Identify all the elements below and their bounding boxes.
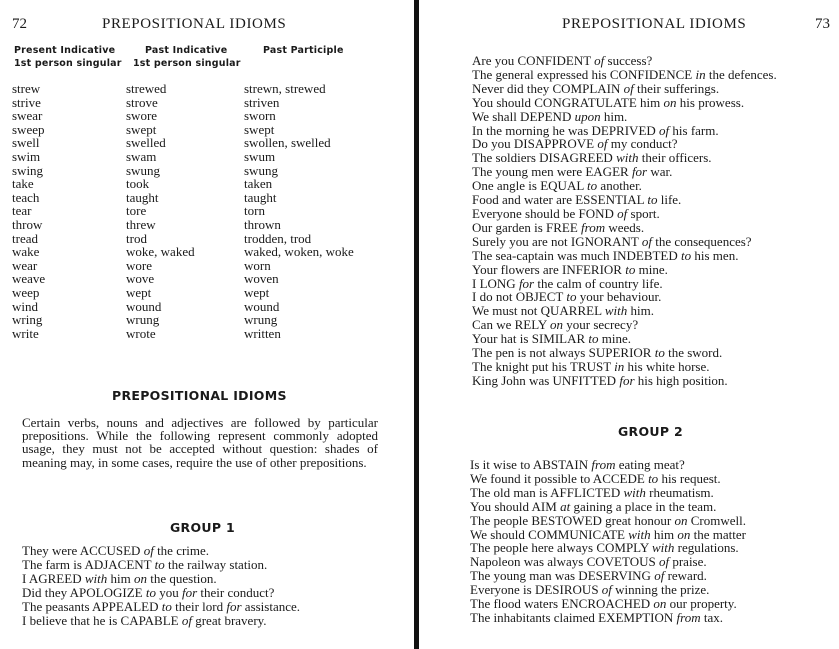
sentence-text: gaining a place in the team.	[570, 498, 717, 514]
preposition: on	[133, 570, 147, 586]
sentence-text: his high position.	[634, 372, 728, 388]
verb-row	[12, 259, 412, 273]
preposition: with	[616, 150, 639, 166]
sentence-text: We shall DEPEND	[472, 108, 575, 124]
sentence-text: tax.	[700, 609, 723, 625]
example-sentence	[472, 151, 777, 165]
example-sentence	[472, 263, 777, 277]
preposition: from	[676, 609, 701, 625]
sentence-text: Food and water are ESSENTIAL	[472, 192, 648, 208]
sentence-text: praise.	[669, 554, 707, 570]
sentence-text: I LONG	[472, 275, 519, 291]
preposition: of	[597, 136, 608, 152]
verb-row	[12, 204, 412, 218]
verb-participle: written	[244, 325, 281, 341]
sentence-text: The soldiers DISAGREED	[472, 150, 617, 166]
example-sentence	[472, 346, 777, 360]
verb-row	[12, 218, 412, 232]
book-gutter	[414, 0, 419, 649]
preposition: on	[550, 317, 564, 333]
verb-participle: taught	[244, 189, 277, 205]
sentence-text: The general expressed his CONFIDENCE	[472, 66, 696, 82]
verb-past: threw	[126, 216, 156, 232]
sentence-text: The people here always COMPLY	[470, 540, 652, 556]
preposition: of	[659, 122, 670, 138]
preposition: for	[619, 372, 635, 388]
preposition: to	[681, 247, 692, 263]
verb-past: wove	[126, 271, 155, 287]
verb-present: swim	[12, 148, 41, 164]
preposition: for	[226, 598, 242, 614]
sentence-text: We found it possible to ACCEDE	[470, 470, 649, 486]
sentence-text: his white horse.	[624, 358, 710, 374]
example-sentence	[22, 600, 300, 614]
sentence-text: We must not QUARREL	[472, 303, 605, 319]
sentence-text: Everyone is DESIROUS	[470, 582, 602, 598]
preposition: to	[648, 470, 659, 486]
sentence-text: the consequences?	[651, 233, 752, 249]
sentence-text: their officers.	[638, 150, 712, 166]
sentence-text: Cromwell.	[687, 512, 746, 528]
sentence-text: Surely you are not IGNORANT	[472, 233, 642, 249]
verb-present: write	[12, 325, 39, 341]
sentence-text: another.	[597, 178, 642, 194]
sentence-text: the defences.	[705, 66, 777, 82]
verb-past: taught	[126, 189, 159, 205]
example-sentence	[470, 597, 746, 611]
preposition: on	[674, 512, 688, 528]
sentence-text: The farm is ADJACENT	[22, 556, 155, 572]
sentence-text: Are you CONFIDENT	[472, 53, 595, 68]
verb-participle: torn	[244, 203, 265, 219]
example-sentence	[470, 528, 746, 542]
intro-paragraph: Certain verbs, nouns and adjectives are followed by particular prepositions. While the following represent commonly adopted usage, they must not be accepted without question: shades of meaning may, in some cases, require the use of other prepositions.	[22, 415, 378, 470]
sentence-text: their lord	[171, 598, 227, 614]
verb-row	[12, 245, 412, 259]
preposition: of	[654, 568, 665, 584]
verb-past: tore	[126, 203, 147, 219]
preposition: of	[617, 205, 628, 221]
preposition: from	[591, 457, 616, 472]
verb-past: took	[126, 176, 150, 192]
verb-present: tear	[12, 203, 32, 219]
example-sentence	[472, 193, 777, 207]
preposition: to	[154, 556, 165, 572]
example-sentence	[472, 82, 777, 96]
verb-row	[12, 164, 412, 178]
example-sentence	[472, 332, 777, 346]
sentence-text: The knight put his TRUST	[472, 358, 615, 374]
preposition: of	[143, 543, 154, 558]
sentence-text: Everyone should be FOND	[472, 205, 618, 221]
example-sentence	[472, 304, 777, 318]
sentence-text: his men.	[691, 247, 739, 263]
sentence-text: Did they APOLOGIZE	[22, 584, 146, 600]
group-1-examples	[22, 544, 300, 627]
sentence-text: You should AIM	[470, 498, 561, 514]
verb-past: strove	[126, 94, 158, 110]
sentence-text: In the morning he was DEPRIVED	[472, 122, 660, 138]
sentence-text: him.	[600, 108, 628, 124]
column-header-past: Past Indicative 1st person singular	[133, 45, 241, 69]
verb-participle: woven	[244, 271, 279, 287]
example-sentence	[472, 318, 777, 332]
preposition: with	[628, 526, 651, 542]
verb-participle: waked, woken, woke	[244, 244, 354, 260]
preposition: in	[614, 358, 625, 374]
verb-participle: worn	[244, 257, 271, 273]
sentence-text: Our garden is FREE	[472, 219, 582, 235]
sentence-text: the question.	[146, 570, 217, 586]
preposition: on	[653, 596, 667, 612]
sentence-text: eating meat?	[615, 457, 685, 472]
verb-row	[12, 82, 412, 96]
verb-row	[12, 96, 412, 110]
verb-row	[12, 123, 412, 137]
section-title: PREPOSITIONAL IDIOMS	[112, 388, 287, 403]
sentence-text: the crime.	[153, 543, 210, 558]
preposition: of	[181, 612, 192, 628]
verb-past: wrung	[126, 312, 160, 328]
sentence-text: you	[155, 584, 182, 600]
example-sentence	[472, 96, 777, 110]
running-head-left: PREPOSITIONAL IDIOMS	[102, 16, 287, 32]
example-sentence	[470, 500, 746, 514]
sentence-text: The old man is AFFLICTED	[470, 484, 624, 500]
group-2-examples	[470, 458, 746, 625]
sentence-text: The flood waters ENCROACHED	[470, 596, 654, 612]
example-sentence	[470, 611, 746, 625]
sentence-text: sport.	[627, 205, 660, 221]
verb-row	[12, 272, 412, 286]
verb-participle: swung	[244, 162, 278, 178]
preposition: of	[601, 582, 612, 598]
preposition: to	[587, 178, 598, 194]
preposition: to	[588, 331, 599, 347]
verb-present: swell	[12, 135, 40, 151]
preposition: with	[651, 540, 675, 556]
preposition: of	[641, 233, 652, 249]
page-number-right: 73	[815, 16, 830, 32]
sentence-text: Napoleon was always COVETOUS	[470, 554, 659, 570]
preposition: of	[658, 554, 670, 570]
verb-participle: sworn	[244, 108, 276, 124]
sentence-text: your secrecy?	[563, 317, 639, 333]
verb-row	[12, 300, 412, 314]
sentence-text: assistance.	[241, 598, 301, 614]
preposition: to	[625, 261, 636, 277]
sentence-text: success?	[604, 53, 653, 68]
sentence-text: They were ACCUSED	[22, 543, 144, 558]
verb-row	[12, 327, 412, 341]
example-sentence	[470, 555, 746, 569]
verb-present: swear	[12, 108, 43, 124]
sentence-text: reward.	[664, 568, 707, 584]
sentence-text: The inhabitants claimed EXEMPTION	[470, 609, 677, 625]
preposition: for	[518, 275, 535, 291]
sentence-text: the railway station.	[164, 556, 268, 572]
sentence-text: his prowess.	[676, 94, 745, 110]
verb-participle: wound	[244, 298, 280, 314]
verb-row	[12, 109, 412, 123]
example-sentence	[472, 54, 777, 68]
sentence-text: Never did they COMPLAIN	[472, 80, 624, 96]
sentence-text: winning the prize.	[611, 582, 710, 598]
example-sentence	[472, 249, 777, 263]
preposition: on	[663, 94, 677, 110]
sentence-text: Can we RELY	[472, 317, 551, 333]
verb-present: weep	[12, 284, 40, 300]
sentence-text: great bravery.	[191, 612, 267, 628]
verb-past: trod	[126, 230, 147, 246]
example-sentence	[22, 614, 300, 628]
verb-row	[12, 313, 412, 327]
verb-past: wore	[126, 257, 152, 273]
verb-past: wrote	[126, 325, 156, 341]
sentence-text: I do not OBJECT	[472, 289, 567, 305]
verb-past: swung	[126, 162, 160, 178]
preposition: for	[181, 584, 198, 600]
verb-present: wake	[12, 244, 40, 260]
verb-row	[12, 136, 412, 150]
verb-participle: swept	[244, 121, 275, 137]
sentence-text: The people BESTOWED great honour	[470, 512, 675, 528]
example-sentence	[470, 514, 746, 528]
sentence-text: his farm.	[669, 122, 719, 138]
example-sentence	[470, 569, 746, 583]
preposition: in	[695, 66, 706, 82]
example-sentence	[472, 235, 777, 249]
sentence-text: him.	[627, 303, 654, 319]
sentence-text: their sufferings.	[633, 80, 720, 96]
verb-row	[12, 286, 412, 300]
verb-present: take	[12, 176, 34, 192]
sentence-text: regulations.	[674, 540, 739, 556]
example-sentence	[472, 110, 777, 124]
example-sentence	[472, 137, 777, 151]
group-1-title: GROUP 1	[170, 520, 235, 535]
preposition: with	[623, 484, 646, 500]
verb-participle: swollen, swelled	[244, 135, 331, 151]
sentence-text: Your hat is SIMILAR	[472, 331, 589, 347]
sentence-text: We should COMMUNICATE	[470, 526, 629, 542]
preposition: upon	[574, 108, 601, 124]
sentence-text: the calm of country life.	[534, 275, 663, 291]
sentence-text: rheumatism.	[645, 484, 714, 500]
preposition: to	[566, 289, 577, 305]
example-sentence	[470, 541, 746, 555]
verb-participle: thrown	[244, 216, 281, 232]
right-page	[420, 0, 839, 649]
verb-row	[12, 191, 412, 205]
sentence-text: weeds.	[605, 219, 645, 235]
sentence-text: The peasants APPEALED	[22, 598, 162, 614]
example-sentence	[470, 472, 746, 486]
sentence-text: The young men were EAGER	[472, 164, 632, 180]
verb-past: woke, waked	[126, 244, 195, 260]
column-header-participle: Past Participle	[263, 45, 344, 56]
example-sentence	[472, 68, 777, 82]
verb-past: swam	[126, 148, 157, 164]
verb-row	[12, 232, 412, 246]
sentence-text: I believe that he is CAPABLE	[22, 612, 182, 628]
sentence-text: The sea-captain was much INDEBTED	[472, 247, 682, 263]
verb-present: swing	[12, 162, 44, 178]
example-sentence	[470, 583, 746, 597]
verb-participle: trodden, trod	[244, 230, 312, 246]
sentence-text: life.	[657, 192, 682, 208]
left-page	[0, 0, 414, 649]
preposition: with	[604, 303, 628, 319]
example-sentence	[22, 586, 300, 600]
column-header-present: Present Indicative 1st person singular	[14, 45, 122, 69]
verb-participle: taken	[244, 176, 273, 192]
sentence-text: my conduct?	[607, 136, 678, 152]
verb-present: teach	[12, 189, 40, 205]
example-sentence	[470, 486, 746, 500]
verb-participle: strewn, strewed	[244, 81, 326, 96]
preposition: for	[631, 164, 648, 180]
verb-table	[12, 82, 412, 340]
verb-present: sweep	[12, 121, 45, 137]
sentence-text: One angle is EQUAL	[472, 178, 588, 194]
example-sentence	[472, 277, 777, 291]
verb-past: swore	[126, 108, 158, 124]
verb-present: weave	[12, 271, 46, 287]
sentence-text: Is it wise to ABSTAIN	[470, 457, 592, 472]
verb-present: wear	[12, 257, 38, 273]
preposition: of	[623, 80, 634, 96]
verb-row	[12, 150, 412, 164]
sentence-text: his request.	[658, 470, 721, 486]
running-head-right: PREPOSITIONAL IDIOMS	[562, 16, 747, 32]
verb-past: strewed	[126, 81, 167, 96]
example-sentence	[22, 558, 300, 572]
preposition: at	[560, 498, 571, 514]
example-sentence	[22, 572, 300, 586]
sentence-text: their conduct?	[197, 584, 275, 600]
sentence-text: The pen is not always SUPERIOR	[472, 345, 655, 361]
verb-participle: swum	[244, 148, 276, 164]
verb-present: wind	[12, 298, 38, 314]
group-1-continued-examples	[472, 54, 777, 388]
sentence-text: our property.	[666, 596, 737, 612]
sentence-text: the matter	[690, 526, 746, 542]
example-sentence	[472, 165, 777, 179]
example-sentence	[472, 221, 777, 235]
sentence-text: mine.	[635, 261, 668, 277]
example-sentence	[470, 458, 746, 472]
example-sentence	[472, 360, 777, 374]
preposition: to	[654, 345, 665, 361]
sentence-text: Your flowers are INFERIOR	[472, 261, 626, 277]
verb-participle: wept	[244, 284, 270, 300]
sentence-text: your behaviour.	[576, 289, 662, 305]
verb-past: swept	[126, 121, 157, 137]
sentence-text: I AGREED	[22, 570, 85, 586]
sentence-text: the sword.	[664, 345, 723, 361]
page-number-left: 72	[12, 16, 27, 32]
preposition: with	[84, 570, 108, 586]
verb-present: strive	[12, 94, 41, 110]
sentence-text: King John was UNFITTED	[472, 372, 620, 388]
example-sentence	[22, 544, 300, 558]
preposition: from	[581, 219, 606, 235]
example-sentence	[472, 179, 777, 193]
sentence-text: him	[650, 526, 678, 542]
verb-present: strew	[12, 81, 41, 96]
verb-present: throw	[12, 216, 43, 232]
preposition: of	[594, 53, 605, 68]
group-2-title: GROUP 2	[618, 424, 683, 439]
example-sentence	[472, 124, 777, 138]
example-sentence	[472, 374, 777, 388]
verb-past: wept	[126, 284, 152, 300]
preposition: to	[647, 192, 658, 208]
example-sentence	[472, 207, 777, 221]
preposition: on	[677, 526, 691, 542]
preposition: to	[145, 584, 156, 600]
sentence-text: The young man was DESERVING	[470, 568, 655, 584]
verb-present: tread	[12, 230, 38, 246]
sentence-text: him	[107, 570, 134, 586]
verb-participle: wrung	[244, 312, 278, 328]
verb-participle: striven	[244, 94, 280, 110]
preposition: to	[161, 598, 172, 614]
verb-past: swelled	[126, 135, 166, 151]
verb-present: wring	[12, 312, 43, 328]
verb-past: wound	[126, 298, 162, 314]
sentence-text: mine.	[598, 331, 632, 347]
sentence-text: You should CONGRATULATE him	[472, 94, 664, 110]
sentence-text: war.	[647, 164, 673, 180]
example-sentence	[472, 290, 777, 304]
sentence-text: Do you DISAPPROVE	[472, 136, 598, 152]
verb-row	[12, 177, 412, 191]
